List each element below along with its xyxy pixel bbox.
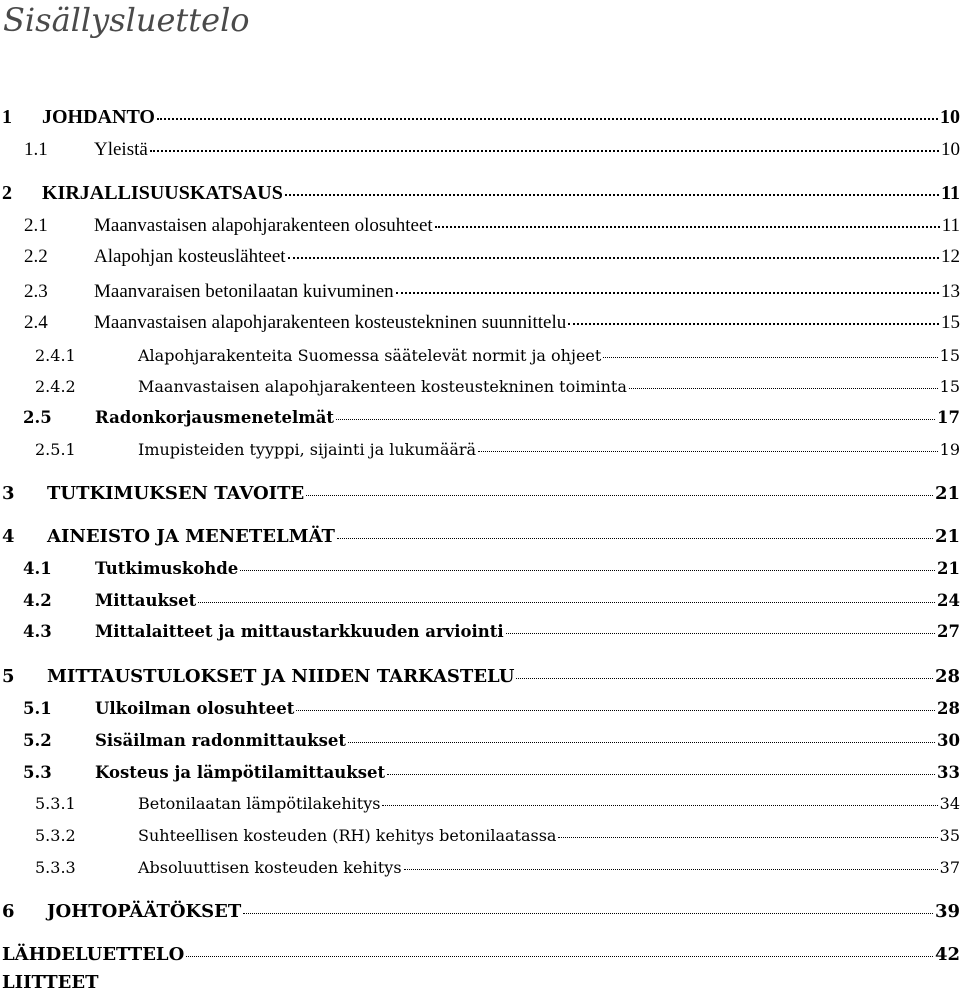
toc-number: 4.1 — [23, 559, 52, 578]
toc-entry[interactable] — [0, 617, 960, 647]
toc-page: 12 — [941, 246, 960, 267]
toc-label: JOHDANTO — [42, 106, 155, 128]
toc-number: 1 — [2, 106, 12, 128]
toc-entry[interactable] — [0, 479, 960, 509]
toc-label: Yleistä — [94, 139, 148, 160]
toc-label: Maanvastaisen alapohjarakenteen olosuhteet — [94, 215, 433, 236]
toc-entry[interactable] — [0, 308, 960, 338]
dot-leader — [516, 677, 933, 679]
dot-leader — [296, 709, 935, 711]
toc-label: Ulkoilman olosuhteet — [95, 699, 295, 718]
dot-leader — [150, 149, 939, 152]
toc-entry[interactable] — [0, 211, 960, 241]
toc-label: Mittalaitteet ja mittaustarkkuuden arviointi — [95, 622, 504, 641]
toc-page: 13 — [941, 281, 960, 302]
toc-entry[interactable] — [0, 341, 960, 371]
toc-label: Betonilaatan lämpötilakehitys — [138, 794, 381, 813]
toc-label: LÄHDELUETTELO — [2, 944, 185, 965]
dot-leader — [157, 117, 938, 120]
dot-leader — [306, 494, 933, 496]
toc-page: 15 — [939, 346, 960, 365]
toc-entry[interactable] — [0, 554, 960, 584]
toc-page: 39 — [934, 901, 960, 922]
toc-page: 27 — [937, 622, 960, 641]
toc-entry[interactable] — [0, 522, 960, 552]
toc-label: JOHTOPÄÄTÖKSET — [47, 901, 242, 922]
toc-page: 10 — [941, 139, 960, 160]
dot-leader — [387, 773, 935, 775]
toc-page: 15 — [939, 377, 960, 396]
toc-number: 5.1 — [23, 699, 52, 718]
toc-entry[interactable] — [0, 102, 960, 132]
dot-leader — [348, 741, 935, 743]
toc-label: Mittaukset — [95, 591, 197, 610]
dot-leader — [288, 256, 939, 259]
toc-entry[interactable] — [0, 940, 960, 970]
toc-entry[interactable] — [0, 821, 960, 851]
toc-page: 11 — [941, 182, 960, 204]
toc-number: 2.4.2 — [35, 377, 76, 396]
toc-page: 10 — [940, 106, 960, 128]
toc-page: 15 — [941, 312, 960, 333]
toc-entry[interactable] — [0, 242, 960, 272]
toc-page: 11 — [941, 215, 960, 236]
dot-leader — [478, 450, 938, 452]
toc-page: 28 — [937, 699, 960, 718]
toc-number: 2.1 — [24, 215, 48, 236]
toc-number: 4.2 — [23, 591, 52, 610]
toc-label: Kosteus ja lämpötilamittaukset — [95, 763, 386, 782]
toc-page: 30 — [937, 731, 960, 750]
toc-number: 2 — [2, 182, 12, 204]
toc-entry[interactable] — [0, 758, 960, 788]
dot-leader — [396, 291, 939, 294]
toc-label: Tutkimuskohde — [95, 559, 239, 578]
toc-page: 35 — [939, 826, 960, 845]
dot-leader — [198, 601, 935, 603]
toc-entry[interactable] — [0, 135, 960, 165]
toc-page: 21 — [937, 559, 960, 578]
dot-leader — [568, 322, 939, 325]
toc-number: 5.2 — [23, 731, 52, 750]
toc-label: Absoluuttisen kosteuden kehitys — [138, 858, 402, 877]
dot-leader — [243, 912, 933, 914]
toc-label: Suhteellisen kosteuden (RH) kehitys betonilaatassa — [138, 826, 557, 845]
dot-leader — [629, 387, 938, 389]
toc-entry[interactable] — [0, 897, 960, 927]
toc-label: Maanvastaisen alapohjarakenteen kosteustekninen toiminta — [138, 377, 627, 396]
toc-number: 1.1 — [24, 139, 48, 160]
toc-label: Sisäilman radonmittaukset — [95, 731, 347, 750]
toc-entry[interactable] — [0, 726, 960, 756]
toc-entry[interactable] — [0, 178, 960, 208]
toc-label: Radonkorjausmenetelmät — [95, 408, 335, 427]
toc-page: 24 — [937, 591, 960, 610]
toc-label: Maanvaraisen betonilaatan kuivuminen — [94, 281, 394, 302]
toc-label: Alapohjarakenteita Suomessa säätelevät normit ja ohjeet — [138, 346, 602, 365]
dot-leader — [603, 356, 937, 358]
toc-page: 33 — [937, 763, 960, 782]
toc-page: 37 — [939, 858, 960, 877]
toc-entry[interactable] — [0, 853, 960, 883]
page-title: Sisällysluettelo — [3, 1, 250, 39]
toc-entry[interactable] — [0, 586, 960, 616]
toc-entry[interactable] — [0, 662, 960, 692]
toc-number: 5.3 — [23, 763, 52, 782]
toc-page: 21 — [934, 526, 960, 547]
toc-number: 5.3.1 — [35, 794, 76, 813]
toc-page: 19 — [939, 440, 960, 459]
toc-entry[interactable] — [0, 968, 960, 998]
dot-leader — [506, 632, 935, 634]
toc-page: 17 — [937, 408, 960, 427]
dot-leader — [558, 836, 937, 838]
dot-leader — [435, 225, 940, 228]
toc-number: 2.4.1 — [35, 346, 76, 365]
toc-label: AINEISTO JA MENETELMÄT — [47, 526, 335, 547]
toc-label: Alapohjan kosteuslähteet — [94, 246, 286, 267]
toc-label: TUTKIMUKSEN TAVOITE — [47, 483, 305, 504]
dot-leader — [336, 418, 935, 420]
dot-leader — [404, 868, 938, 870]
toc-entry[interactable] — [0, 403, 960, 433]
toc-entry[interactable] — [0, 372, 960, 402]
dot-leader — [337, 537, 933, 539]
toc-number: 2.2 — [24, 246, 48, 267]
toc-number: 2.4 — [24, 312, 48, 333]
dot-leader — [240, 569, 935, 571]
toc-number: 6 — [2, 901, 15, 922]
toc-number: 4.3 — [23, 622, 52, 641]
toc-label: Maanvastaisen alapohjarakenteen kosteustekninen suunnittelu — [94, 312, 567, 333]
toc-number: 2.5 — [23, 408, 52, 427]
toc-page: 34 — [939, 794, 960, 813]
toc-entry[interactable] — [0, 789, 960, 819]
toc-number: 5.3.2 — [35, 826, 76, 845]
toc-label: KIRJALLISUUSKATSAUS — [42, 182, 283, 204]
toc-page: 28 — [934, 666, 960, 687]
toc-number: 2.5.1 — [35, 440, 76, 459]
toc-number: 5.3.3 — [35, 858, 76, 877]
toc-entry[interactable] — [0, 694, 960, 724]
toc-label: LIITTEET — [2, 972, 99, 993]
toc-number: 2.3 — [24, 281, 48, 302]
toc-number: 5 — [2, 666, 15, 687]
toc-label: MITTAUSTULOKSET JA NIIDEN TARKASTELU — [47, 666, 515, 687]
toc-number: 4 — [2, 526, 15, 547]
toc-entry[interactable] — [0, 435, 960, 465]
dot-leader — [285, 193, 939, 196]
toc-page: 42 — [934, 944, 960, 965]
toc-entry[interactable] — [0, 277, 960, 307]
toc-number: 3 — [2, 483, 15, 504]
toc-page: 21 — [934, 483, 960, 504]
dot-leader — [186, 955, 933, 957]
toc-label: Imupisteiden tyyppi, sijainti ja lukumäärä — [138, 440, 477, 459]
dot-leader — [382, 804, 937, 806]
